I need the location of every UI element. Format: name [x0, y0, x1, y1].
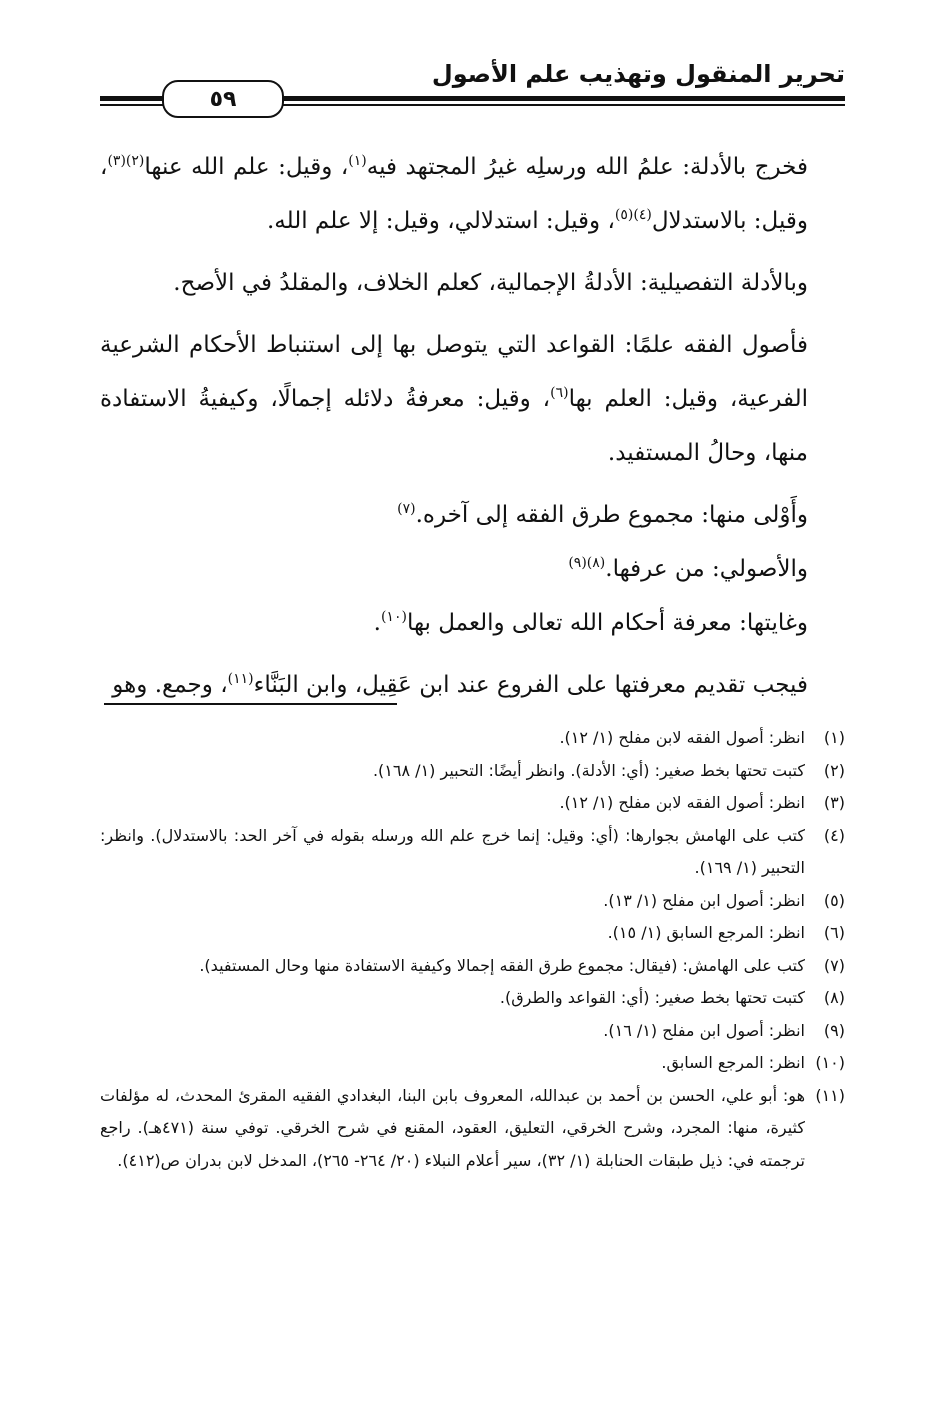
text-run: وغايتها: معرفة أحكام الله تعالى والعمل بها [406, 610, 808, 636]
footnote-text: انظر: أصول ابن مفلح (١/ ١٦). [603, 1020, 805, 1040]
page-number: ٥٩ [209, 86, 237, 112]
footnote-text: انظر: المرجع السابق. [661, 1053, 805, 1072]
text-run: والأصولي: من عرفها. [605, 556, 808, 582]
paragraph [100, 140, 840, 248]
main-text [100, 140, 840, 720]
footnote-marker: (٤)(٥) [614, 207, 652, 223]
footnote-separator [104, 703, 397, 705]
footnote-number: (٤) [823, 825, 845, 845]
footnote-marker: (٨)(٩) [568, 555, 606, 571]
text-run: ، وقيل: معرفةُ دلائله إجمالًا، وكيفيةُ الاستفادة منها، وحالُ المستفيد. [100, 386, 808, 466]
footnote-text: كتب على الهامش: (فيقال: مجموع طرق الفقه إجمالا وكيفية الاستفادة منها وحال المستفيد). [199, 955, 805, 975]
text-run: ، وقيل: استدلالي، وقيل: إلا علم الله. [266, 208, 615, 234]
text-run: ، وقيل: علم الله عنها [144, 154, 349, 180]
footnote-text: انظر: أصول الفقه لابن مفلح (١/ ١٢). [559, 728, 805, 747]
footnote [100, 1015, 845, 1048]
text-run: وبالأدلة التفصيلية: الأدلةُ الإجمالية، كعلم الخلاف، والمقلدُ في الأصح. [173, 270, 808, 296]
footnote [100, 1047, 845, 1080]
text-run: ، وجمع. وهو [112, 672, 228, 698]
footnote-text: كتبت تحتها بخط صغير: (أي: الأدلة). وانظر أيضًا: التحبير (١/ ١٦٨). [372, 760, 805, 780]
footnote-text: هو: أبو علي، الحسن بن أحمد بن عبدالله، المعروف بابن البنا، البغدادي الفقيه المقرئ المحدث، له مؤلفات كثيرة، منها: المجرد، وشرح الخرقي، التعليق، العقود، المقنع في شرح الخرقي. توفي سنة (٤٧١هـ). راجع ترجمته في: ذيل طبقات الحنابلة (١/ ٣٢)، سير أعلام النبلاء (٢٠/ ٢٦٤- ٢٦٥)، المدخل لابن بدران ص(٤١٢). [100, 1085, 805, 1170]
text-run: وأَوْلى منها: مجموع طرق الفقه إلى آخره. [415, 502, 808, 528]
text-run: فخرج بالأدلة: علمُ الله ورسلِه غيرُ المجتهد فيه [366, 154, 808, 180]
page-number-box [162, 80, 284, 118]
footnote-marker: (١٠) [380, 609, 407, 625]
footnote-number: (٨) [823, 988, 845, 1007]
footnote-number: (٢) [823, 760, 845, 780]
paragraph [100, 542, 840, 596]
footnotes [100, 722, 845, 1177]
footnote-text: كتبت تحتها بخط صغير: (أي: القواعد والطرق). [499, 988, 805, 1007]
footnote-marker: (١) [348, 153, 367, 169]
text-run: ، وقيل: بالاستدلال [100, 154, 808, 234]
text-run: فأصول الفقه علمًا: القواعد التي يتوصل بها إلى استنباط الأحكام الشرعية الفرعية، وقيل: العلم بها [100, 332, 808, 412]
footnote [100, 917, 845, 950]
footnote [100, 820, 845, 885]
footnote-marker: (٢)(٣) [107, 153, 145, 169]
text-run: . [373, 610, 381, 636]
footnote [100, 787, 845, 820]
footnote-marker: (١١) [227, 671, 254, 687]
footnote-number: (٩) [823, 1020, 845, 1040]
running-header [100, 60, 845, 110]
footnote-number: (٥) [823, 890, 845, 910]
footnote-number: (١١) [815, 1085, 845, 1105]
paragraph [100, 318, 840, 480]
footnote [100, 755, 845, 788]
paragraph [100, 596, 840, 650]
text-run: فيجب تقديم معرفتها على الفروع عند ابن عَقِيل، وابن البَنَّاء [253, 672, 808, 698]
footnote [100, 722, 845, 755]
paragraph [100, 488, 840, 542]
footnote-marker: (٦) [550, 385, 569, 401]
footnote-number: (١٠) [815, 1053, 845, 1072]
footnote-number: (٧) [823, 955, 845, 975]
footnote-number: (٦) [823, 923, 845, 942]
footnote-text: انظر: المرجع السابق (١/ ١٥). [607, 923, 805, 942]
book-title: تحرير المنقول وتهذيب علم الأصول [431, 60, 845, 88]
footnote-number: (٣) [823, 793, 845, 812]
footnote-text: انظر: أصول الفقه لابن مفلح (١/ ١٢). [559, 793, 805, 812]
footnote-text: انظر: أصول ابن مفلح (١/ ١٣). [603, 890, 805, 910]
footnote [100, 885, 845, 918]
footnote-number: (١) [823, 728, 845, 747]
footnote [100, 982, 845, 1015]
footnote [100, 1080, 845, 1178]
paragraph [100, 256, 840, 310]
footnote-marker: (٧) [397, 501, 416, 517]
footnote-text: كتب على الهامش بجوارها: (أي: وقيل: إنما خرج علم الله ورسله بقوله في آخر الحد: بالاستدلال). وانظر: التحبير (١/ ١٦٩). [100, 825, 805, 877]
footnote [100, 950, 845, 983]
